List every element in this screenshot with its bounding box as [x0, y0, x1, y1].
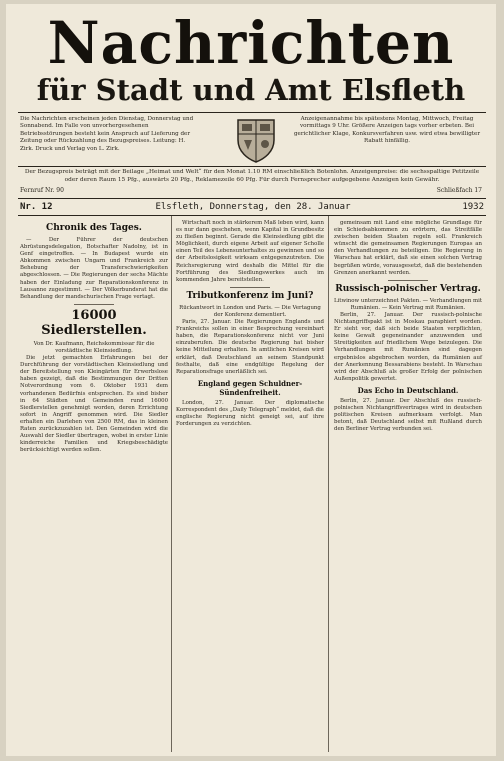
- newspaper-page: [6, 4, 496, 756]
- issue-number: Nr. 12: [20, 202, 53, 212]
- article-text: — Der Führer der deutschen Abrüstungsdelegation, Botschafter Nadolny, ist in Genf eingetroffen. — In Budapest wurde ein Abkommen zwischen Ungarn und Frankreich zur Behebung der Transferschwierigkeiten abgeschlossen. — Die Regierungen der sechs Mächte haben der Einladung zur Reparationskonferenz in Lausanne zugestimmt. — Der Völkerbundsrat hat die Behandlung der mandschurischen Frage vertagt.: [20, 237, 168, 300]
- article-subheading: Litwinow unterzeichnet Pakten. — Verhandlungen mit Rumänien. — Kein Vertrag mit Rumänien.: [334, 297, 483, 311]
- divider: [18, 112, 486, 113]
- coat-of-arms-icon: [232, 116, 280, 164]
- column-2: [176, 220, 324, 430]
- column-3: [334, 220, 482, 435]
- column-1: [20, 220, 168, 456]
- article-text: Paris, 27. Januar. Die Regierungen Englands und Frankreichs sollen in einer Besprechung vereinbart haben, die Reparationskonferenz nicht vor Juni einzuberufen. Die deutsche Regierung hat bisher keine Mitteilung erhalten. In amtlichen Kreisen wird erklärt, daß Deutschland an seinem Standpunkt festhalte, daß eine endgültige Regelung der Reparationsfrage unerläßlich sei.: [176, 319, 324, 375]
- advertising-notice: Anzeigenannahme bis spätestens Montag, Mittwoch, Freitag vormittags 9 Uhr. Größere Anzeigen tags vorher erbeten. Bei gerichtlicher Klage, Konkursverfahren usw. wird etwa bewilligter Rabatt hinfällig.: [293, 116, 481, 145]
- article-heading: 16000 Siedlerstellen.: [41, 307, 147, 338]
- column-rule: [171, 216, 172, 752]
- separator: [388, 280, 428, 281]
- divider: [18, 215, 486, 216]
- article-subheading: Rückantwort in London und Paris. — Die Vertagung der Konferenz dementiert.: [179, 304, 321, 318]
- divider: [18, 166, 486, 167]
- price-info: Der Bezugspreis beträgt mit der Beilage „Heimat und Welt“ für den Monat 1.10 RM einschließlich Botenlohn. Anzeigenpreise: die sechsspaltige Petitzeile oder deren Raum 15 Pfg., auswärts 20 Pfg., Reklamezeile 60 Pfg. Für durch Fernsprecher aufgegebene Anzeigen kein Gewähr.: [24, 169, 480, 183]
- masthead-subtitle: für Stadt und Amt Elsfleth: [36, 73, 466, 107]
- place-date: Elsfleth, Donnerstag, den 28. Januar: [155, 202, 351, 212]
- article-heading: Russisch-polnischer Vertrag.: [335, 283, 481, 294]
- article-byline: Von Dr. Kaufmann, Reichskommissar für die vorstädtische Kleinsiedlung.: [33, 340, 155, 354]
- issue-year: 1932: [462, 202, 484, 212]
- phone-number: Fernruf Nr. 90: [20, 187, 64, 194]
- article-text: Berlin, 27. Januar. Der Abschluß des russisch-polnischen Nichtangriffsvertrages wird in deutschen politischen Kreisen aufmerksam verfolgt. Man betont, daß Deutschland selbst mit Rußland durch den Berliner Vertrag verbunden sei.: [334, 397, 482, 433]
- mailbox-number: Schließfach 17: [436, 187, 482, 194]
- article-text: Wirtschaft noch in stärkerem Maß leben wird, kann es nur dann geschehen, wenn Kapital in Grundbesitz zu fließen beginnt. Gerade die Kleinsiedlung gibt die Möglichkeit, durch eigene Arbeit auf eigener Scholle einen Teil des Lebensunterhaltes zu gewinnen und so der Arbeitslosigkeit wirksam entgegenzutreten. Die Reichsregierung wird deshalb die Mittel für die Fortführung des Siedlungswerkes auch im kommenden Jahre bereitstellen.: [176, 220, 324, 283]
- separator: [230, 287, 270, 288]
- divider: [18, 198, 486, 199]
- column-rule: [328, 216, 329, 752]
- publication-notice: Die Nachrichten erscheinen jeden Dienstag, Donnerstag und Sonnabend. Im Falle von unvorhergesehenen Betriebsstörungen besteht kein Anspruch auf Lieferung der Zeitung oder Rückzahlung des Bezugspreises. Leitung: H. Zirk. Druck und Verlag von L. Zirk.: [20, 116, 194, 152]
- article-text: Berlin, 27. Januar. Der russisch-polnische Nichtangriffspakt ist in Moskau paraphiert worden. Er sieht vor, daß sich beide Staaten verpflichten, keine Gewalt gegeneinander anzuwenden und Streitigkeiten auf friedlichem Wege beizulegen. Die Verhandlungen mit Rumänien sind dagegen ergebnislos abgebrochen worden, da Rumänien auf der Anerkennung Bessarabiens besteht. In Warschau wird der Abschluß als großer Erfolg der polnischen Außenpolitik gewertet.: [334, 311, 482, 382]
- separator: [74, 304, 114, 305]
- masthead-title: Nachrichten: [47, 9, 455, 77]
- article-text: Die jetzt gemachten Erfahrungen bei der Durchführung der vorstädtischen Kleinsiedlung und der Bereitstellung von Kleingärten für Erwerbslose haben gezeigt, daß die Bestimmungen der Dritten Notverordnung vom 6. Oktober 1931 dem vorhandenen Bedürfnis entsprechen. Es sind bisher in 64 Städten und Gemeinden rund 16000 Siedlerstellen genehmigt worden, deren Errichtung sofort in Angriff genommen wird. Die Siedler erhalten ein Darlehen von 2500 RM, das in kleinen Raten zurückzuzahlen ist. Den Gemeinden wird die Auswahl der Siedler übertragen, wobei in erster Linie kinderreiche Familien und Kriegsbeschädigte berücksichtigt werden sollen.: [20, 355, 168, 454]
- article-heading: England gegen Schuldner-Sündenfreiheit.: [197, 378, 303, 397]
- article-heading: Chronik des Tages.: [46, 223, 142, 233]
- article-heading: Tributkonferenz im Juni?: [186, 290, 314, 301]
- article-heading: Das Echo in Deutschland.: [357, 385, 459, 395]
- article-text: gemeinsam mit Land eine mögliche Grundlage für ein Schiedsabkommen zu erörtern, das Streitfälle zwischen beiden Staaten regeln soll. Frankreich wünscht die gemeinsamen Regierungen Europas an den Verhandlungen zu beteiligen. Die Regierung in Warschau hat erklärt, daß sie einen solchen Vertrag begrüßen würde, vorausgesetzt, daß die bestehenden Grenzen anerkannt werden.: [334, 220, 482, 276]
- dateline: [18, 200, 486, 214]
- article-text: London, 27. Januar. Der diplomatische Korrespondent des „Daily Telegraph“ meldet, daß die englische Regierung nicht geneigt sei, auf ihre Forderungen zu verzichten.: [176, 399, 324, 428]
